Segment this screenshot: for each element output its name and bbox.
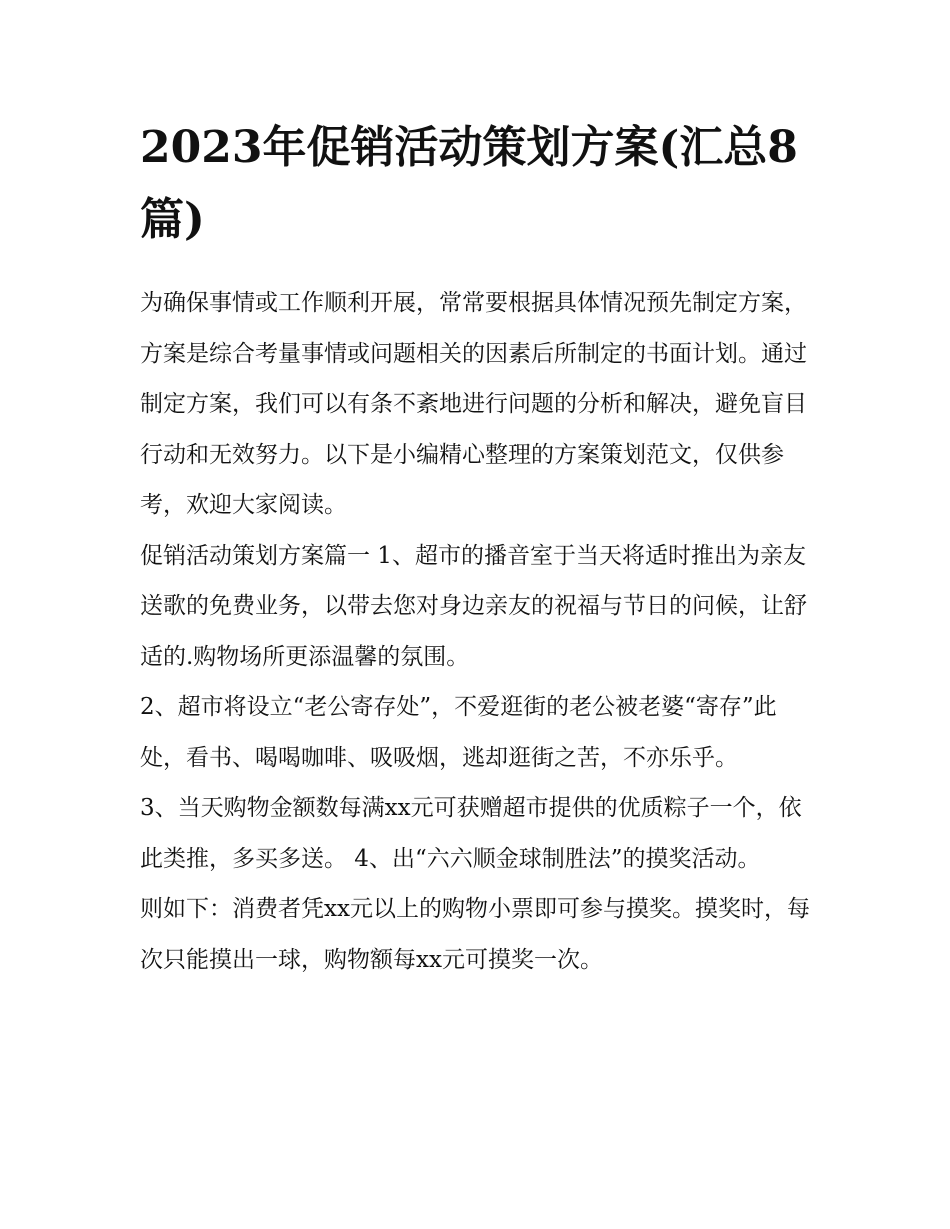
- document-title: 2023年促销活动策划方案(汇总8篇): [140, 122, 798, 245]
- paragraph-intro: 为确保事情或工作顺利开展，常常要根据具体情况预先制定方案，方案是综合考量事情或问题相关的因素后所制定的书面计划。通过制定方案，我们可以有条不紊地进行问题的分析和解决，避免盲目行动和无效努力。以下是小编精心整理的方案策划范文，仅供参考，欢迎大家阅读。: [140, 290, 807, 518]
- document-body: [140, 112, 815, 985]
- paragraph-section-one: 促销活动策划方案篇一 1、超市的播音室于当天将适时推出为亲友送歌的免费业务，以带去您对身边亲友的祝福与节日的问候，让舒适的.购物场所更添温馨的氛围。: [140, 542, 807, 670]
- paragraph-item-3: 3、当天购物金额数每满xx元可获赠超市提供的优质粽子一个，依此类推，多买多送。 4、出“六六顺金球制胜法”的摸奖活动。: [140, 795, 802, 872]
- paragraph-item-2: 2、超市将设立“老公寄存处”，不爱逛街的老公被老婆“寄存”此处，看书、喝喝咖啡、吸吸烟，逃却逛街之苦，不亦乐乎。: [140, 694, 777, 771]
- paragraph-rules: 则如下：消费者凭xx元以上的购物小票即可参与摸奖。摸奖时，每次只能摸出一球，购物额每xx元可摸奖一次。: [140, 896, 810, 973]
